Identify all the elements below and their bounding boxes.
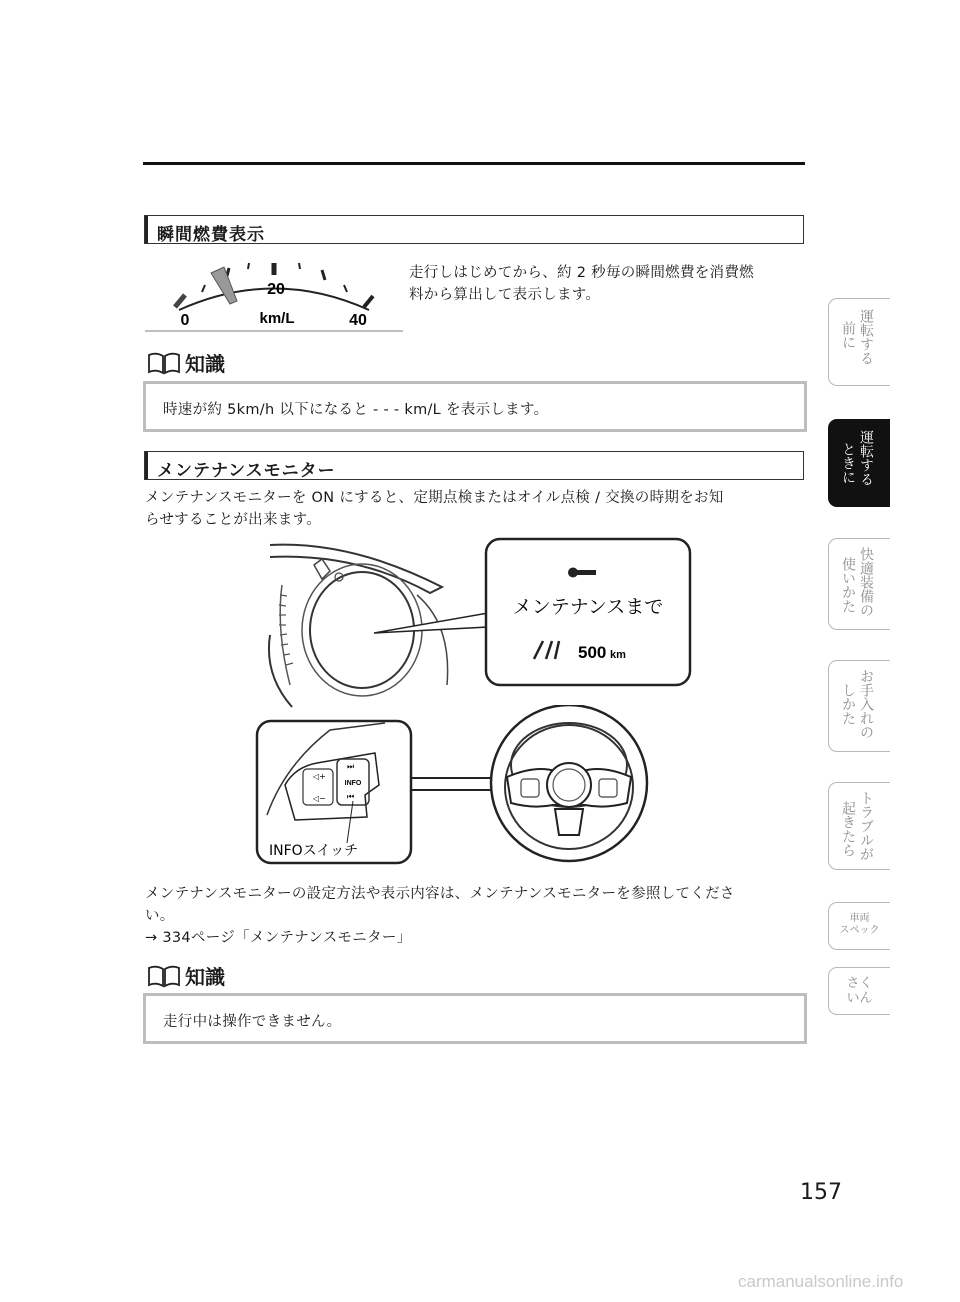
section-title: 瞬間燃費表示 (157, 225, 265, 245)
steering-wheel-illustration (255, 705, 655, 867)
book-icon (147, 351, 181, 375)
section2-after: メンテナンスモニターの設定方法や表示内容は、メンテナンスモニターを参照してくださ い。 → 334ページ「メンテナンスモニター」 (145, 883, 805, 949)
page-number: 157 (800, 1180, 842, 1205)
maintenance-distance-unit: km (610, 649, 626, 661)
section1-description: 走行しはじめてから、約 2 秒毎の瞬間燃費を消費燃 料から算出して表示します。 (409, 265, 754, 303)
tab-troubleshooting[interactable]: トラブルが 起きたら (828, 782, 890, 870)
gauge-mid-label: 20 (267, 281, 285, 298)
tab-while-driving[interactable]: 運転する ときに (828, 419, 890, 507)
fuel-gauge-illustration (145, 255, 407, 335)
svg-text:◁+: ◁+ (313, 772, 326, 781)
watermark: carmanualsonline.info (738, 1272, 904, 1291)
section-header-instant-fuel (144, 215, 804, 244)
tab-comfort-features[interactable]: 快適装備の 使いかた (828, 538, 890, 630)
info-button: INFO (344, 780, 362, 787)
maintenance-distance-value: 500 (578, 643, 607, 662)
tab-specifications[interactable]: 車両 スペック (828, 902, 890, 950)
maintenance-message: メンテナンスまで (512, 596, 664, 618)
section-title: メンテナンスモニター (157, 461, 336, 481)
note-box: 走行中は操作できません。 (143, 993, 807, 1044)
gauge-max-label: 40 (349, 312, 367, 329)
svg-text:◁−: ◁− (313, 794, 326, 803)
instrument-cluster-illustration (262, 535, 694, 715)
book-icon (147, 964, 181, 988)
top-rule (143, 162, 805, 165)
note-box: 時速が約 5km/h 以下になると - - - km/L を表示します。 (143, 381, 807, 432)
page-reference-link[interactable]: → 334ページ「メンテナンスモニター」 (145, 930, 412, 946)
note-heading: 知識 (147, 961, 225, 990)
tab-before-driving[interactable]: 運転する 前に (828, 298, 890, 386)
svg-text:⏮: ⏮ (347, 792, 355, 801)
tab-index[interactable]: さく いん (828, 967, 890, 1015)
info-switch-callout: INFOスイッチ (269, 843, 359, 859)
section2-intro: メンテナンスモニターを ON にすると、定期点検またはオイル点検 / 交換の時期をお知 らせすることが出来ます。 (145, 490, 724, 528)
note-heading: 知識 (147, 348, 225, 377)
gauge-min-label: 0 (180, 312, 190, 329)
svg-text:⏭: ⏭ (347, 762, 355, 771)
tab-maintenance[interactable]: お手入れの しかた (828, 660, 890, 752)
section-header-maintenance (144, 451, 804, 480)
gauge-unit-label: km/L (259, 310, 295, 327)
